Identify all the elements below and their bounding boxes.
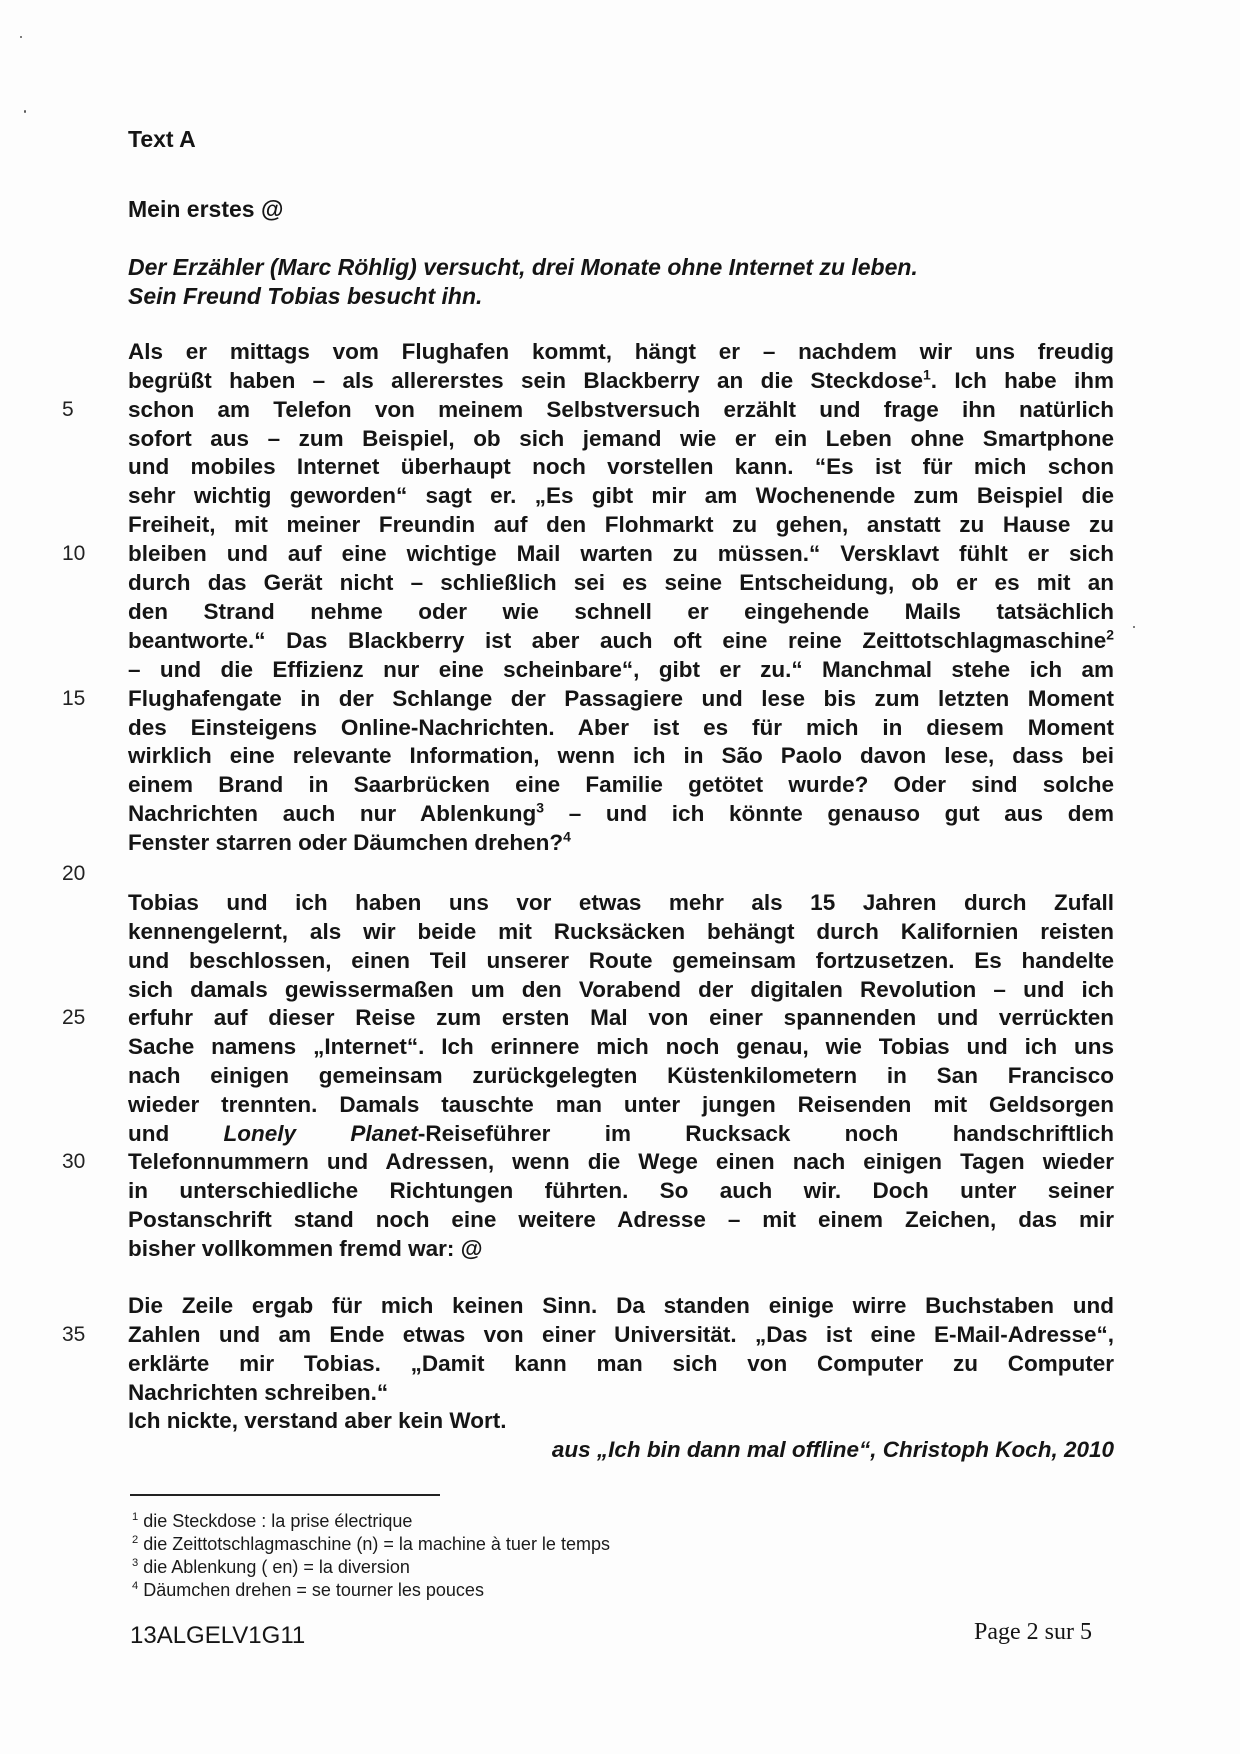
footnote-mark: 3 xyxy=(132,1557,139,1569)
exam-code: 13ALGELV1G11 xyxy=(130,1622,306,1649)
line-number: 25 xyxy=(62,1006,86,1029)
text-line: Als er mittags vom Flughafen kommt, hängt er – nachdem wir uns freudig xyxy=(128,339,1114,364)
footnote-text: die Zeittotschlagmaschine (n) = la machine à tuer le temps xyxy=(143,1534,610,1554)
text-line: wirklich eine relevante Information, wenn ich in São Paolo davon lese, dass bei xyxy=(128,743,1114,768)
text-segment: und xyxy=(128,1121,170,1146)
line-number: 15 xyxy=(62,687,86,710)
book-title: Lonely Planet xyxy=(223,1121,418,1146)
footnote xyxy=(132,1533,610,1555)
text-line: einem Brand in Saarbrücken eine Familie getötet wurde? Oder sind solche xyxy=(128,772,1114,797)
text-line xyxy=(128,627,1114,655)
text-line: wieder trennten. Damals tauschte man unter jungen Reisenden mit Geldsorgen xyxy=(128,1092,1114,1117)
footnote-ref: 4 xyxy=(563,828,571,845)
text-line: nach einigen gemeinsam zurückgelegten Küstenkilometern in San Francisco xyxy=(128,1063,1114,1088)
text-segment: -Reiseführer im Rucksack noch handschriftlich xyxy=(417,1121,1114,1146)
footnote-mark: 2 xyxy=(132,1534,139,1546)
scan-speck xyxy=(1133,626,1135,628)
text-segment: . Ich habe ihm xyxy=(930,368,1115,393)
line-number: 30 xyxy=(62,1150,86,1173)
text-line: erfuhr auf dieser Reise zum ersten Mal von einer spannenden und verrückten xyxy=(128,1005,1114,1030)
line-number: 20 xyxy=(62,862,86,885)
footnote xyxy=(132,1579,484,1601)
text-line xyxy=(128,829,1114,857)
text-line: schon am Telefon von meinem Selbstversuch erzählt und frage ihn natürlich xyxy=(128,397,1114,422)
text-line: Die Zeile ergab für mich keinen Sinn. Da standen einige wirre Buchstaben und xyxy=(128,1293,1114,1318)
scan-speck xyxy=(20,36,22,38)
intro-line: Sein Freund Tobias besucht ihn. xyxy=(128,283,483,309)
line-number: 10 xyxy=(62,542,86,565)
text-label: Text A xyxy=(128,126,196,152)
footnote-ref: 2 xyxy=(1106,626,1114,643)
line-number: 35 xyxy=(62,1323,86,1346)
footnote xyxy=(132,1510,412,1532)
text-line: des Einsteigens Online-Nachrichten. Aber ist es für mich in diesem Moment xyxy=(128,715,1114,740)
text-line: Tobias und ich haben uns vor etwas mehr als 15 Jahren durch Zufall xyxy=(128,890,1114,915)
intro-line: Der Erzähler (Marc Röhlig) versucht, drei Monate ohne Internet zu leben. xyxy=(128,254,918,280)
footnote-ref: 3 xyxy=(536,799,545,816)
text-line: durch das Gerät nicht – schließlich sei es seine Entscheidung, ob er es mit an xyxy=(128,570,1114,595)
text-line: Postanschrift stand noch eine weitere Adresse – mit einem Zeichen, das mir xyxy=(128,1207,1114,1232)
page-number: Page 2 sur 5 xyxy=(974,1619,1092,1645)
text-line: Zahlen und am Ende etwas von einer Universität. „Das ist eine E-Mail-Adresse“, xyxy=(128,1322,1114,1347)
text-line: erklärte mir Tobias. „Damit kann man sich von Computer zu Computer xyxy=(128,1351,1114,1376)
text-line: kennengelernt, als wir beide mit Rucksäcken behängt durch Kalifornien reisten xyxy=(128,919,1114,944)
footnote-text: die Steckdose : la prise électrique xyxy=(143,1511,413,1531)
footnote-mark: 1 xyxy=(132,1511,139,1523)
text-line: Freiheit, mit meiner Freundin auf den Flohmarkt zu gehen, anstatt zu Hause zu xyxy=(128,512,1114,537)
footnote-ref: 1 xyxy=(922,366,931,383)
text-line: sich damals gewissermaßen um den Vorabend der digitalen Revolution – und ich xyxy=(128,977,1114,1002)
text-line: Nachrichten schreiben.“ xyxy=(128,1380,389,1405)
text-line: – und die Effizienz nur eine scheinbare“, gibt er zu.“ Manchmal stehe ich am xyxy=(128,657,1114,682)
text-line: sofort aus – zum Beispiel, ob sich jemand wie er ein Leben ohne Smartphone xyxy=(128,426,1114,451)
footnote-mark: 4 xyxy=(132,1580,139,1592)
scan-speck xyxy=(24,110,26,113)
text-line: und beschlossen, einen Teil unserer Route gemeinsam fortzusetzen. Es handelte xyxy=(128,948,1114,973)
text-line: Flughafengate in der Schlange der Passagiere und lese bis zum letzten Moment xyxy=(128,686,1114,711)
footnote-text: die Ablenkung ( en) = la diversion xyxy=(143,1557,410,1577)
text-line: bisher vollkommen fremd war: @ xyxy=(128,1236,483,1261)
text-segment: – und ich könnte genauso gut aus dem xyxy=(544,801,1114,826)
line-number: 5 xyxy=(62,398,74,421)
text-line: in unterschiedliche Richtungen führten. So auch wir. Doch unter seiner xyxy=(128,1178,1114,1203)
text-line xyxy=(128,367,1114,395)
text-line: Ich nickte, verstand aber kein Wort. xyxy=(128,1408,507,1433)
text-line: bleiben und auf eine wichtige Mail warten zu müssen.“ Versklavt fühlt er sich xyxy=(128,541,1114,566)
text-line: den Strand nehme oder wie schnell er eingehende Mails tatsächlich xyxy=(128,599,1114,624)
text-segment: begrüßt haben – als allererstes sein Blackberry an die Steckdose xyxy=(128,368,923,393)
source-citation xyxy=(128,1436,1114,1464)
footnote xyxy=(132,1556,410,1578)
text-line: Sache namens „Internet“. Ich erinnere mich noch genau, wie Tobias und ich uns xyxy=(128,1034,1114,1059)
footnote-divider xyxy=(130,1494,440,1496)
text-line xyxy=(128,1120,1114,1148)
text-line xyxy=(128,800,1114,828)
text-line: und mobiles Internet überhaupt noch vorstellen kann. “Es ist für mich schon xyxy=(128,454,1114,479)
footnote-text: Däumchen drehen = se tourner les pouces xyxy=(143,1580,484,1600)
text-segment: beantworte.“ Das Blackberry ist aber auch oft eine reine Zeittotschlagmaschine xyxy=(128,628,1107,653)
document-title: Mein erstes @ xyxy=(128,196,284,222)
text-segment: Nachrichten auch nur Ablenkung xyxy=(128,801,537,826)
text-line: sehr wichtig geworden“ sagt er. „Es gibt mir am Wochenende zum Beispiel die xyxy=(128,483,1114,508)
source-text: aus „Ich bin dann mal offline“, Christoph Koch, 2010 xyxy=(551,1437,1114,1462)
text-line: Telefonnummern und Adressen, wenn die Wege einen nach einigen Tagen wieder xyxy=(128,1149,1114,1174)
text-segment: Fenster starren oder Däumchen drehen? xyxy=(128,830,564,855)
